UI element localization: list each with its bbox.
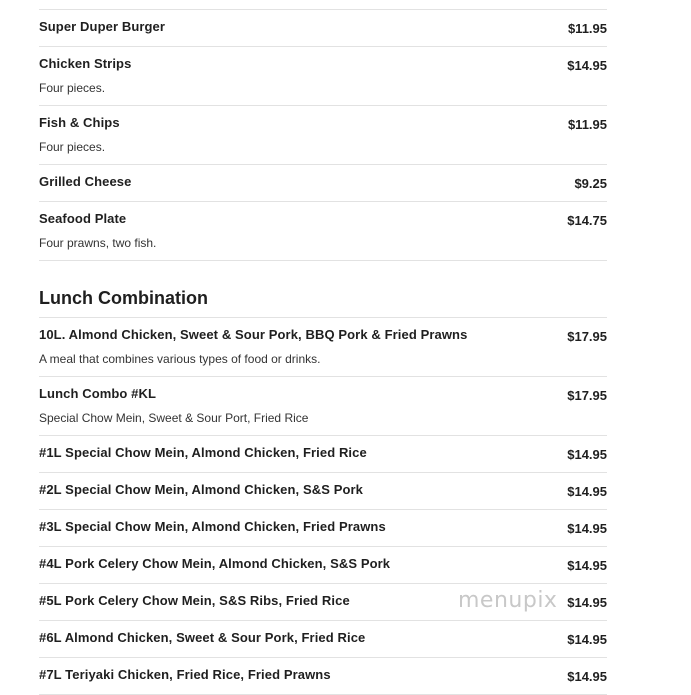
top-divider [39,0,607,10]
item-name: Super Duper Burger [39,19,166,34]
menu-item[interactable] [39,10,607,47]
item-price: $17.95 [567,329,607,344]
item-name: #5L Pork Celery Chow Mein, S&S Ribs, Fried Rice [39,593,350,608]
item-name: #3L Special Chow Mein, Almond Chicken, Fried Prawns [39,519,386,534]
item-name: #4L Pork Celery Chow Mein, Almond Chicken, S&S Pork [39,556,391,571]
item-name: #1L Special Chow Mein, Almond Chicken, Fried Rice [39,445,367,460]
menu-section-items [39,10,607,261]
item-price: $14.95 [567,447,607,462]
item-price: $17.95 [567,388,607,403]
item-price: $11.95 [567,21,607,36]
item-name: #7L Teriyaki Chicken, Fried Rice, Fried Prawns [39,667,331,682]
item-description: Four pieces. [39,140,106,154]
item-description: Special Chow Mein, Sweet & Sour Port, Fried Rice [39,411,309,425]
menu-item[interactable] [39,473,607,510]
menu-item[interactable] [39,165,607,202]
menu-item[interactable] [39,621,607,658]
item-name: Lunch Combo #KL [39,386,157,401]
watermark-logo: menupix [458,588,558,613]
item-price: $14.95 [567,632,607,647]
menu-item[interactable] [39,202,607,261]
section-title: Lunch Combination [39,261,607,318]
item-name: #2L Special Chow Mein, Almond Chicken, S&S Pork [39,482,363,497]
item-price: $14.95 [567,595,607,610]
item-name: Grilled Cheese [39,174,132,189]
item-price: $14.95 [567,521,607,536]
item-price: $11.95 [567,117,607,132]
item-name: Seafood Plate [39,211,127,226]
menu-item[interactable] [39,658,607,695]
item-description: Four pieces. [39,81,106,95]
menu-item[interactable] [39,547,607,584]
item-name: Chicken Strips [39,56,132,71]
menu-item[interactable] [39,318,607,377]
item-price: $14.95 [567,58,607,73]
menu-item[interactable] [39,377,607,436]
item-name: 10L. Almond Chicken, Sweet & Sour Pork, BBQ Pork & Fried Prawns [39,327,468,342]
menu-item[interactable] [39,106,607,165]
item-name: #6L Almond Chicken, Sweet & Sour Pork, Fried Rice [39,630,366,645]
item-price: $14.95 [567,669,607,684]
item-price: $14.75 [567,213,607,228]
menu-item[interactable] [39,436,607,473]
item-name: Fish & Chips [39,115,120,130]
item-description: A meal that combines various types of food or drinks. [39,352,321,366]
item-price: $14.95 [567,484,607,499]
menu-section-items [39,318,607,695]
menu-item[interactable] [39,510,607,547]
item-description: Four prawns, two fish. [39,236,157,250]
menu-item[interactable] [39,47,607,106]
item-price: $14.95 [567,558,607,573]
item-price: $9.25 [574,176,607,191]
